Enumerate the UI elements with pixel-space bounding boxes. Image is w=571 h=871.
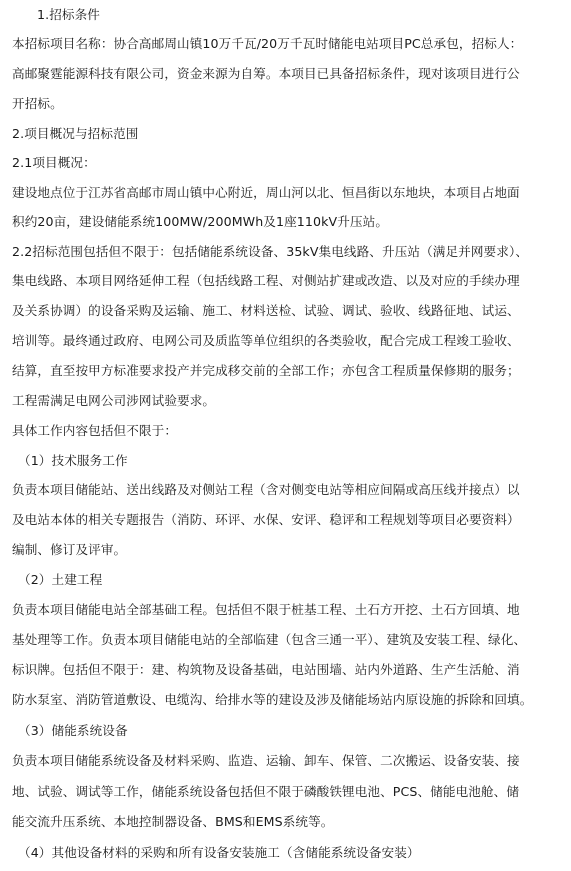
paragraph-line: 能交流升压系统、本地控制器设备、BMS和EMS系统等。 <box>12 814 334 829</box>
paragraph-line: 编制、修订及评审。 <box>12 542 127 557</box>
paragraph-line: 地、试验、调试等工作，储能系统设备包括但不限于磷酸铁锂电池、PCS、储能电池舱、储 <box>12 784 520 799</box>
paragraph-line: 2.2招标范围包括但不限于：包括储能系统设备、35kV集电线路、升压站（满足并网要求）、 <box>12 244 529 259</box>
paragraph-line: 结算，直至按甲方标准要求投产并完成移交前的全部工作；亦包含工程质量保修期的服务； <box>12 363 520 378</box>
paragraph-line: 及关系协调）的设备采购及运输、施工、材料送检、试验、调试、验收、线路征地、试运、 <box>12 303 520 318</box>
paragraph-line: 本招标项目名称：协合高邮周山镇10万千瓦/20万千瓦时储能电站项目PC总承包，招标人： <box>12 36 523 51</box>
paragraph-line: 标识牌。包括但不限于：建、构筑物及设备基础，电站围墙、站内外道路、生产生活舱、消 <box>12 662 520 677</box>
paragraph-line: 负责本项目储能电站全部基础工程。包括但不限于桩基工程、土石方开挖、土石方回填、地 <box>12 602 520 617</box>
paragraph-line: 及电站本体的相关专题报告（消防、环评、水保、安评、稳评和工程规划等项目必要资料） <box>12 512 520 527</box>
heading-project-overview-sub: 2.1项目概况： <box>12 155 96 170</box>
paragraph-line: 具体工作内容包括但不限于： <box>12 423 178 438</box>
heading-bid-conditions: 1.招标条件 <box>37 7 100 22</box>
paragraph-line: 建设地点位于江苏省高邮市周山镇中心附近，周山河以北、恒昌街以东地块，本项目占地面 <box>12 185 520 200</box>
heading-project-overview: 2.项目概况与招标范围 <box>12 126 139 141</box>
heading-technical-services: （1）技术服务工作 <box>18 453 128 468</box>
paragraph-line: 积约20亩，建设储能系统100MW/200MWh及1座110kV升压站。 <box>12 214 389 229</box>
paragraph-line: 高邮聚霆能源科技有限公司，资金来源为自筹。本项目已具备招标条件，现对该项目进行公 <box>12 66 520 81</box>
paragraph-line: 负责本项目储能系统设备及材料采购、监造、运输、卸车、保管、二次搬运、设备安装、接 <box>12 753 520 768</box>
heading-other-equipment: （4）其他设备材料的采购和所有设备安装施工（含储能系统设备安装） <box>18 845 420 860</box>
paragraph-line: 工程需满足电网公司涉网试验要求。 <box>12 393 216 408</box>
paragraph-line: 培训等。最终通过政府、电网公司及质监等单位组织的各类验收，配合完成工程竣工验收、 <box>12 333 520 348</box>
paragraph-line: 防水泵室、消防管道敷设、电缆沟、给排水等的建设及涉及储能场站内原设施的拆除和回填。 <box>12 692 533 707</box>
heading-storage-equipment: （3）储能系统设备 <box>18 723 128 738</box>
paragraph-line: 开招标。 <box>12 96 63 111</box>
paragraph-line: 集电线路、本项目网络延伸工程（包括线路工程、对侧站扩建或改造、以及对应的手续办理 <box>12 273 520 288</box>
heading-civil-works: （2）土建工程 <box>18 572 103 587</box>
paragraph-line: 基处理等工作。负责本项目储能电站的全部临建（包含三通一平）、建筑及安装工程、绿化、 <box>12 632 527 647</box>
paragraph-line: 负责本项目储能站、送出线路及对侧站工程（含对侧变电站等相应间隔或高压线并接点）以 <box>12 482 520 497</box>
